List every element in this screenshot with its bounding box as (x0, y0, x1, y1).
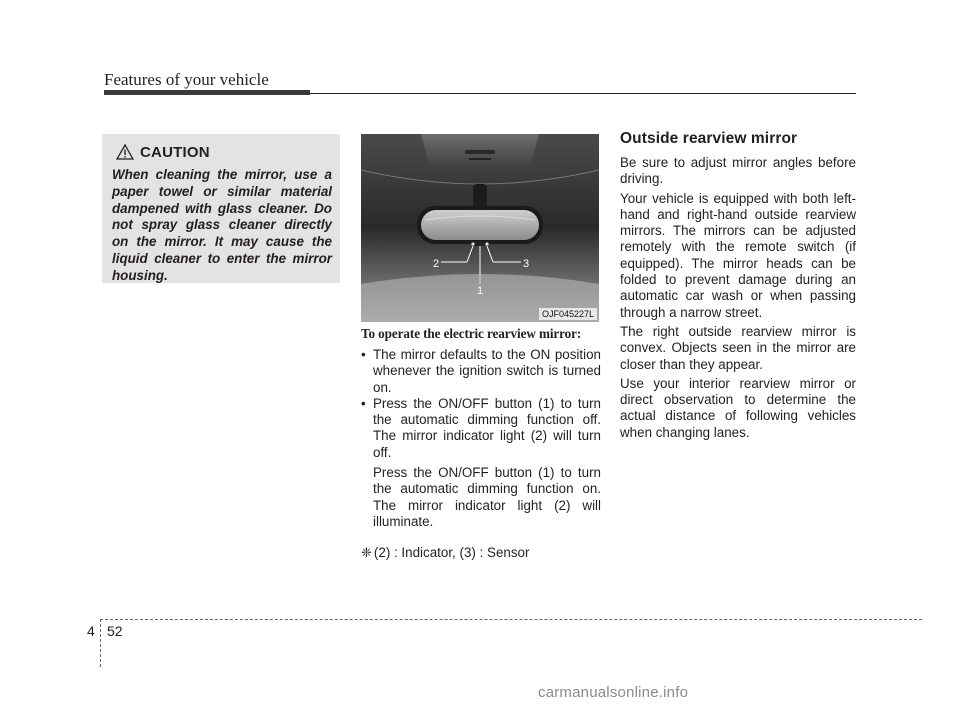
figure-note (361, 545, 529, 561)
rearview-mirror-figure (361, 134, 599, 322)
page-number: 52 (107, 623, 123, 639)
outside-mirror-section (620, 130, 856, 444)
chapter-number: 4 (87, 623, 95, 639)
section-paragraph: Be sure to adjust mirror angles before driving. (620, 155, 856, 187)
watermark: carmanualsonline.info (538, 684, 689, 701)
caution-title: CAUTION (140, 143, 210, 161)
callout-1: 1 (477, 285, 484, 297)
caution-header (116, 142, 332, 162)
header-bar (104, 90, 310, 95)
section-paragraph: Use your interior rearview mirror or direct observation to determine the actual distance of following vehicles when changing lanes. (620, 375, 856, 440)
callout-3: 3 (523, 258, 530, 270)
figure-code: OJF045227L (539, 308, 597, 320)
note-mark-icon: ❈ (361, 545, 372, 560)
caution-text: When cleaning the mirror, use a paper towel or similar material dampened with glass cleaner. Do not spray glass cleaner directly on the mirror. It may cause the liquid cleaner to enter the mirror housing. (112, 167, 332, 283)
section-paragraph: Your vehicle is equipped with both left-hand and right-hand outside rearview mirrors. The mirrors can be adjusted remotely with the remote switch (if equipped). The mirror heads can be folded to prevent damage during an automatic car wash or when passing through a narrow street. (620, 190, 856, 320)
callout-2: 2 (433, 258, 440, 270)
operation-bullet: • The mirror defaults to the ON position whenever the ignition switch is turned on. (361, 347, 601, 396)
operation-bullet: • Press the ON/OFF button (1) to turn the automatic dimming function off. The mirror indicator light (2) will turn off. (361, 396, 601, 461)
operation-sub-paragraph: Press the ON/OFF button (1) to turn the automatic dimming function on. The mirror indicator light (2) will illuminate. (373, 465, 601, 529)
page-header-title: Features of your vehicle (104, 70, 269, 89)
operation-heading: To operate the electric rearview mirror: (361, 326, 582, 341)
note-text: (2) : Indicator, (3) : Sensor (373, 545, 530, 560)
warning-triangle-icon (116, 144, 134, 160)
caution-box (102, 134, 340, 283)
section-paragraph: The right outside rearview mirror is convex. Objects seen in the mirror are closer than they appear. (620, 323, 856, 372)
footer-rule (100, 619, 922, 620)
operation-list (361, 347, 601, 530)
footer-vertical-rule (100, 619, 101, 667)
section-title: Outside rearview mirror (620, 130, 798, 147)
rearview-mirror-illustration (361, 134, 599, 322)
header-rule (310, 93, 856, 94)
